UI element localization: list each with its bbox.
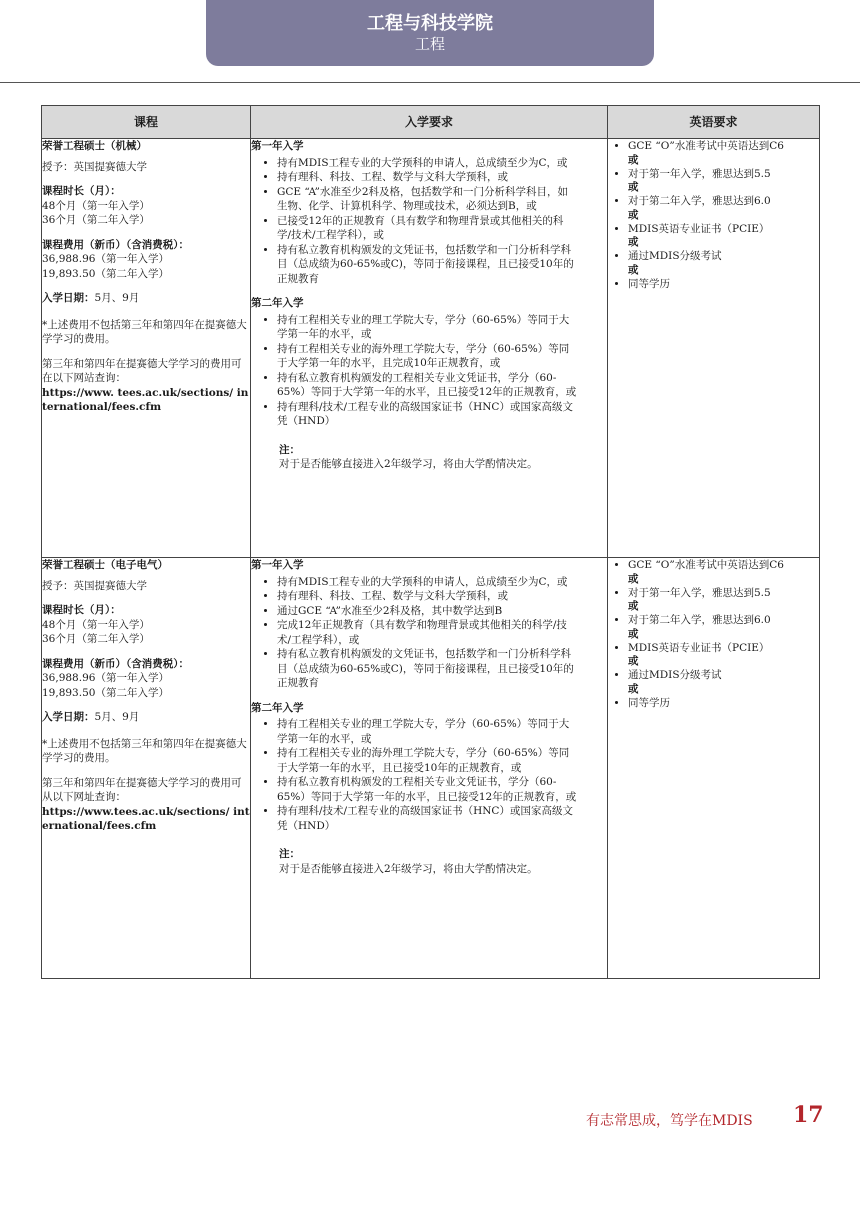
list-item: • 持有理科/技术/工程专业的高级国家证书（HNC）或国家高级文凭（HND） xyxy=(277,400,607,429)
column-header-course: 课程 xyxy=(42,106,251,139)
list-item: • 对于第一年入学，雅思达到5.5 xyxy=(628,586,819,601)
year1-title: 第一年入学 xyxy=(251,140,304,152)
course-cell xyxy=(42,558,251,979)
duration-line: 36个月（第二年入学） xyxy=(42,214,150,226)
list-item: • GCE “O”水准考试中英语达到C6 xyxy=(628,558,819,573)
or-label: 或 xyxy=(628,600,639,612)
list-item: • 持有私立教育机构颁发的工程相关专业文凭证书，学分（60-65%）等同于大学第一年的水平，且已接受12年的正规教育，或 xyxy=(277,371,607,400)
table-row xyxy=(42,139,820,558)
english-list xyxy=(608,167,819,182)
year2-list xyxy=(251,717,607,833)
duration-line: 48个月（第一年入学） xyxy=(42,199,150,212)
fee-line: 36,988.96（第一年入学） xyxy=(42,253,169,265)
english-list xyxy=(608,222,819,237)
english-list xyxy=(608,696,819,711)
footer-slogan: 有志常思成，笃学在MDIS xyxy=(586,1113,753,1129)
list-item: • 持有MDIS工程专业的大学预科的申请人，总成绩至少为C，或 xyxy=(277,575,607,590)
or-label: 或 xyxy=(628,208,639,221)
or-label: 或 xyxy=(628,263,639,276)
list-item: • 同等学历 xyxy=(628,696,819,711)
intake-dates xyxy=(42,291,250,306)
english-list xyxy=(608,668,819,683)
note-text: 对于是否能够直接进入2年级学习，将由大学酌情决定。 xyxy=(279,458,538,470)
entry-requirements-cell xyxy=(251,558,608,979)
awarded-by: 授予：英国提赛德大学 xyxy=(42,579,147,592)
list-item: • MDIS英语专业证书（PCIE） xyxy=(628,641,819,656)
english-list xyxy=(608,249,819,264)
awarded-by: 授予：英国提赛德大学 xyxy=(42,160,147,173)
year2-title: 第二年入学 xyxy=(251,701,304,714)
intake-label: 入学日期： xyxy=(42,711,95,723)
fee-note: *上述费用不包括第三年和第四年在提赛德大学学习的费用。 xyxy=(42,737,247,764)
note-title: 注： xyxy=(279,443,300,456)
or-label: 或 xyxy=(628,572,639,585)
course-name: 荣誉工程硕士（机械） xyxy=(42,140,147,152)
year2-title: 第二年入学 xyxy=(251,297,304,309)
list-item: • GCE “A”水准至少2科及格，包括数学和一门分析科学科目，如生物、化学、计算机科学、物理或技术，必须达到B，或 xyxy=(277,185,607,214)
list-item: • GCE “O”水准考试中英语达到C6 xyxy=(628,139,819,154)
course-name: 荣誉工程硕士（电子电气） xyxy=(42,559,168,571)
list-item: • 对于第二年入学，雅思达到6.0 xyxy=(628,194,819,209)
intake-value: 5月、9月 xyxy=(94,292,140,304)
list-item: • 持有工程相关专业的理工学院大专，学分（60-65%）等同于大学第一年的水平，或 xyxy=(277,313,607,342)
list-item: • 持有MDIS工程专业的大学预科的申请人，总成绩至少为C，或 xyxy=(277,156,607,171)
year2-list xyxy=(251,313,607,429)
or-label: 或 xyxy=(628,655,639,667)
or-label: 或 xyxy=(628,627,639,640)
english-list xyxy=(608,194,819,209)
english-list xyxy=(608,558,819,573)
list-item: • 持有工程相关专业的理工学院大专，学分（60-65%）等同于大学第一年的水平，或 xyxy=(277,717,607,746)
course-requirements-table xyxy=(41,105,820,979)
list-item: • 持有理科、科技、工程、数学与文科大学预科，或 xyxy=(277,170,607,185)
duration-label: 课程时长（月）： xyxy=(42,604,121,616)
faculty-header xyxy=(206,0,654,66)
list-item: • 已接受12年的正规教育（具有数学和物理背景或其他相关的科学/技术/工程学科），或 xyxy=(277,214,607,243)
fee-lookup-note: 第三年和第四年在提赛德大学学习的费用可在以下网站查询： xyxy=(42,357,242,384)
english-list xyxy=(608,139,819,154)
english-requirements-cell xyxy=(608,558,820,979)
list-item: • 对于第二年入学，雅思达到6.0 xyxy=(628,613,819,628)
year1-list xyxy=(251,156,607,287)
duration-line: 36个月（第二年入学） xyxy=(42,633,150,645)
list-item: • 通过MDIS分级考试 xyxy=(628,668,819,683)
entry-requirements-cell xyxy=(251,139,608,558)
intake-dates xyxy=(42,710,250,725)
fee-label: 课程费用（新币）（含消费税）： xyxy=(42,657,189,670)
list-item: • 持有理科/技术/工程专业的高级国家证书（HNC）或国家高级文凭（HND） xyxy=(277,804,607,833)
fees-link[interactable]: https://www. tees.ac.uk/sections/ international/fees.cfm xyxy=(42,386,249,413)
faculty-subtitle: 工程 xyxy=(414,35,445,53)
fee-label: 课程费用（新币）（含消费税）： xyxy=(42,238,189,251)
list-item: • 持有私立教育机构颁发的文凭证书，包括数学和一门分析科学科目（总成绩为60-65%或C)，等同于衔接课程，且已接受10年的正规教育 xyxy=(277,243,607,287)
or-label: 或 xyxy=(628,236,639,248)
english-list xyxy=(608,277,819,292)
duration-line: 48个月（第一年入学） xyxy=(42,618,150,631)
list-item: • 完成12年正规教育（具有数学和物理背景或其他相关的科学/技术/工程学科），或 xyxy=(277,618,607,647)
english-list xyxy=(608,613,819,628)
table-header-row xyxy=(42,106,820,139)
list-item: • 持有私立教育机构颁发的文凭证书，包括数学和一门分析科学科目（总成绩为60-65%或C)，等同于衔接课程，且已接受10年的正规教育 xyxy=(277,647,607,691)
year1-title: 第一年入学 xyxy=(251,559,304,571)
list-item: • 持有工程相关专业的海外理工学院大专，学分（60-65%）等同于大学第一年的水平，且完成10年正规教育，或 xyxy=(277,342,607,371)
list-item: • 持有理科、科技、工程、数学与文科大学预科，或 xyxy=(277,589,607,604)
course-cell xyxy=(42,139,251,558)
list-item: • 通过MDIS分级考试 xyxy=(628,249,819,264)
fee-line: 19,893.50（第二年入学） xyxy=(42,267,169,280)
english-requirements-cell xyxy=(608,139,820,558)
list-item: • 持有工程相关专业的海外理工学院大专，学分（60-65%）等同于大学第一年的水平，且已接受10年的正规教育，或 xyxy=(277,746,607,775)
fee-line: 19,893.50（第二年入学） xyxy=(42,686,169,699)
or-label: 或 xyxy=(628,181,639,193)
column-header-entry: 入学要求 xyxy=(251,106,608,139)
list-item: • 持有私立教育机构颁发的工程相关专业文凭证书，学分（60-65%）等同于大学第一年的水平，且已接受12年的正规教育，或 xyxy=(277,775,607,804)
english-list xyxy=(608,641,819,656)
note-title: 注： xyxy=(279,848,300,860)
header-divider xyxy=(0,82,860,83)
page-number: 17 xyxy=(793,1102,824,1128)
fee-lookup-note: 第三年和第四年在提赛德大学学习的费用可从以下网址查询： xyxy=(42,776,242,803)
fees-link[interactable]: https://www.tees.ac.uk/sections/ international/fees.cfm xyxy=(42,805,250,832)
table-row xyxy=(42,558,820,979)
note-text: 对于是否能够直接进入2年级学习，将由大学酌情决定。 xyxy=(279,862,538,875)
duration-label: 课程时长（月）： xyxy=(42,185,121,197)
or-label: 或 xyxy=(628,682,639,695)
list-item: • 同等学历 xyxy=(628,277,819,292)
list-item: • MDIS英语专业证书（PCIE） xyxy=(628,222,819,237)
fee-line: 36,988.96（第一年入学） xyxy=(42,672,169,684)
list-item: • 对于第一年入学，雅思达到5.5 xyxy=(628,167,819,182)
list-item: • 通过GCE “A”水准至少2科及格，其中数学达到B xyxy=(277,604,607,619)
english-list xyxy=(608,586,819,601)
faculty-title: 工程与科技学院 xyxy=(367,13,493,34)
column-header-english: 英语要求 xyxy=(608,106,820,139)
year1-list xyxy=(251,575,607,691)
or-label: 或 xyxy=(628,153,639,166)
intake-value: 5月、9月 xyxy=(94,711,140,723)
intake-label: 入学日期： xyxy=(42,292,95,304)
fee-note: *上述费用不包括第三年和第四年在提赛德大学学习的费用。 xyxy=(42,318,247,345)
